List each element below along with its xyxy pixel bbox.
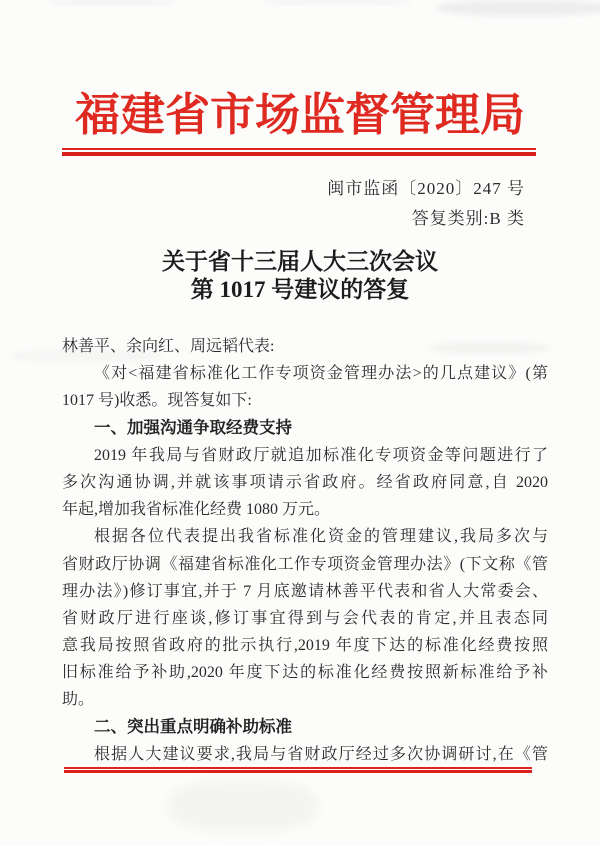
body-line: 根据各位代表提出我省标准化资金的管理建议,我局多次与	[94, 528, 548, 546]
document-title	[0, 248, 600, 304]
section-heading-2: 二、突出重点明确补助标准	[94, 717, 292, 736]
body-line: 旧标准给予补助,2020 年度下达的标准化经费按照新标准给予补	[62, 664, 548, 682]
body-line: 根据人大建议要求,我局与省财政厅经过多次协调研讨,在《管	[94, 745, 548, 763]
body-line: 年起,增加我省标准化经费 1080 万元。	[62, 501, 331, 519]
body-line: 《对<福建省标准化工作专项资金管理办法>的几点建议》(第	[94, 365, 548, 383]
body-line: 意我局按照省政府的批示执行,2019 年度下达的标准化经费按照	[62, 637, 548, 655]
agency-title: 福建省市场监督管理局	[74, 90, 525, 140]
scan-artifact	[168, 780, 318, 832]
body-line: 多次沟通协调,并就该事项请示省政府。经省政府同意,自 2020	[62, 473, 548, 491]
body-line: 2019 年我局与省财政厅就追加标准化专项资金等问题进行了	[94, 446, 548, 464]
salutation-line: 林善平、余向红、周远韬代表:	[62, 338, 275, 355]
document-title-line-1: 关于省十三届人大三次会议	[162, 249, 438, 274]
section-heading-1: 一、加强沟通争取经费支持	[94, 418, 292, 437]
footer-rule-thick-line	[64, 770, 532, 773]
scan-artifact	[52, 0, 172, 5]
header-rule-thick-line	[62, 152, 536, 156]
body-line: 省财政厅进行座谈,修订事宜得到与会代表的肯定,并且表态同	[62, 609, 548, 627]
document-title-line-2: 第 1017 号建议的答复	[190, 277, 410, 302]
scan-artifact	[438, 0, 600, 16]
scan-artifact	[262, 0, 412, 4]
body-line: 1017 号)收悉。现答复如下:	[62, 392, 252, 410]
reply-category: 答复类别:B 类	[411, 209, 525, 228]
footer-rule	[64, 767, 532, 773]
document-number: 闽市监函〔2020〕247 号	[327, 179, 525, 198]
document-body	[62, 333, 548, 768]
body-line: 助。	[62, 691, 95, 709]
body-line: 省财政厅协调《福建省标准化工作专项资金管理办法》(下文称《管	[62, 555, 548, 573]
header-rule	[62, 148, 536, 156]
body-line: 理办法》)修订事宜,并于 7 月底邀请林善平代表和省人大常委会、	[62, 582, 548, 600]
